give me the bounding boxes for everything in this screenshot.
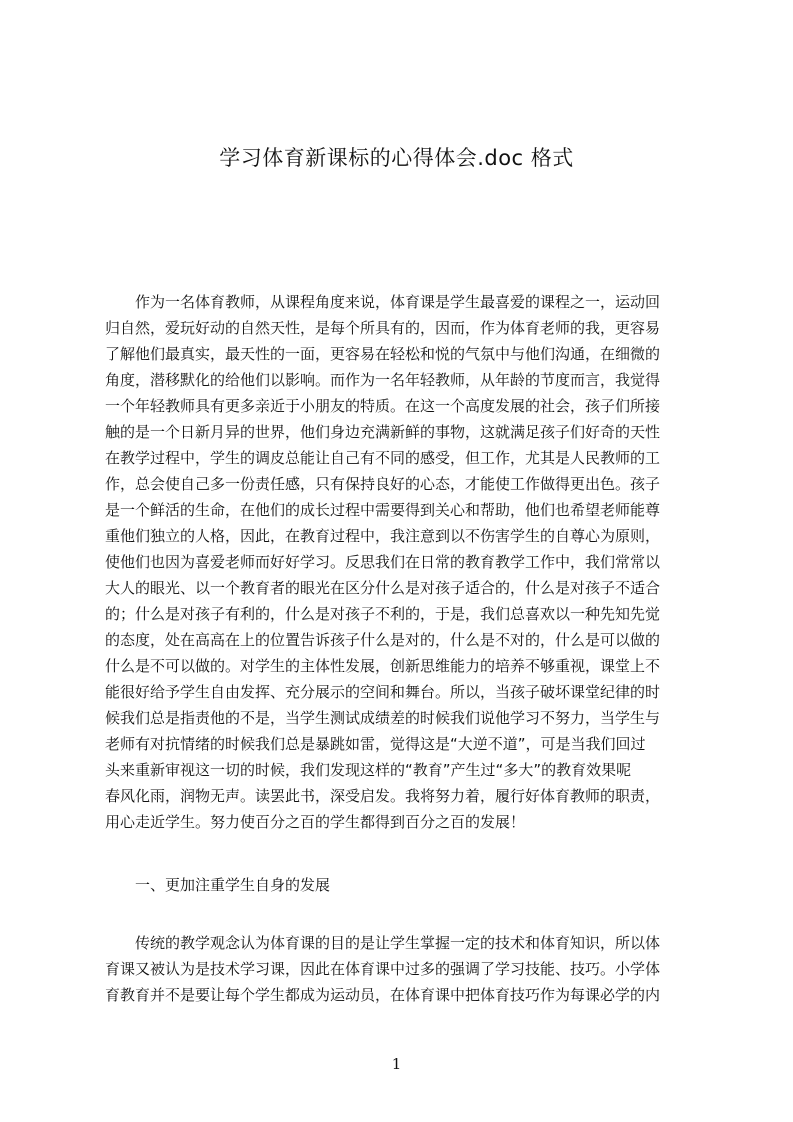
text-line: 一个年轻教师具有更多亲近于小朋友的特质。在这一个高度发展的社会，孩子们所接 — [105, 397, 661, 415]
text-line: 春风化雨，润物无声。读罢此书，深受启发。我将努力着，履行好体育教师的职责， — [105, 787, 661, 805]
text-line: 头来重新审视这一切的时候，我们发现这样的“教育”产生过“多大”的教育效果呢 — [105, 761, 632, 779]
text-line: 是一个鲜活的生命，在他们的成长过程中需要得到关心和帮助，他们也希望老师能尊 — [105, 501, 661, 519]
text-line: 大人的眼光、以一个教育者的眼光在区分什么是对孩子适合的，什么是对孩子不适合 — [105, 579, 661, 597]
text-line: 的；什么是对孩子有利的，什么是对孩子不利的，于是，我们总喜欢以一种先知先觉 — [105, 605, 661, 623]
text-line: 的态度，处在高高在上的位置告诉孩子什么是对的，什么是不对的，什么是可以做的 — [105, 631, 661, 649]
document-title: 学习体育新课标的心得体会.doc 格式 — [219, 146, 574, 170]
text-line: 作为一名体育教师，从课程角度来说，体育课是学生最喜爱的课程之一，运动回 — [105, 293, 661, 311]
text-line: 在教学过程中，学生的调皮总能让自己有不同的感受，但工作，尤其是人民教师的工 — [105, 449, 661, 467]
text-line: 归自然，爱玩好动的自然天性，是每个所具有的，因而，作为体育老师的我，更容易 — [105, 319, 661, 337]
text-line: 使他们也因为喜爱老师而好好学习。反思我们在日常的教育教学工作中，我们常常以 — [105, 553, 661, 571]
text-line: 什么是不可以做的。对学生的主体性发展，创新思维能力的培养不够重视，课堂上不 — [105, 657, 661, 675]
text-line: 触的是一个日新月异的世界，他们身边充满新鲜的事物，这就满足孩子们好奇的天性 — [105, 423, 661, 441]
text-line: 育课又被认为是技术学习课，因此在体育课中过多的强调了学习技能、技巧。小学体 — [105, 960, 661, 978]
text-line: 了解他们最真实，最天性的一面，更容易在轻松和悦的气氛中与他们沟通，在细微的 — [105, 345, 661, 363]
text-line: 传统的教学观念认为体育课的目的是让学生掌握一定的技术和体育知识，所以体 — [105, 934, 661, 952]
section-heading: 一、更加注重学生自身的发展 — [105, 876, 331, 894]
text-line: 角度，潜移默化的给他们以影响。而作为一名年轻教师，从年龄的节度而言，我觉得 — [105, 371, 661, 389]
text-line: 重他们独立的人格，因此，在教育过程中，我注意到以不伤害学生的自尊心为原则， — [105, 527, 661, 545]
text-line: 候我们总是指责他的不是，当学生测试成绩差的时候我们说他学习不努力，当学生与 — [105, 709, 661, 727]
page-number: 1 — [391, 1055, 402, 1073]
text-line: 作，总会使自己多一份责任感，只有保持良好的心态，才能使工作做得更出色。孩子 — [105, 475, 661, 493]
text-line: 用心走近学生。努力使百分之百的学生都得到百分之百的发展！ — [105, 813, 526, 831]
text-line: 育教育并不是要让每个学生都成为运动员，在体育课中把体育技巧作为每课必学的内 — [105, 986, 661, 1004]
text-line: 能很好给予学生自由发挥、充分展示的空间和舞台。所以，当孩子破坏课堂纪律的时 — [105, 683, 661, 701]
text-line: 老师有对抗情绪的时候我们总是暴跳如雷，觉得这是“大逆不道”，可是当我们回过 — [105, 735, 646, 753]
